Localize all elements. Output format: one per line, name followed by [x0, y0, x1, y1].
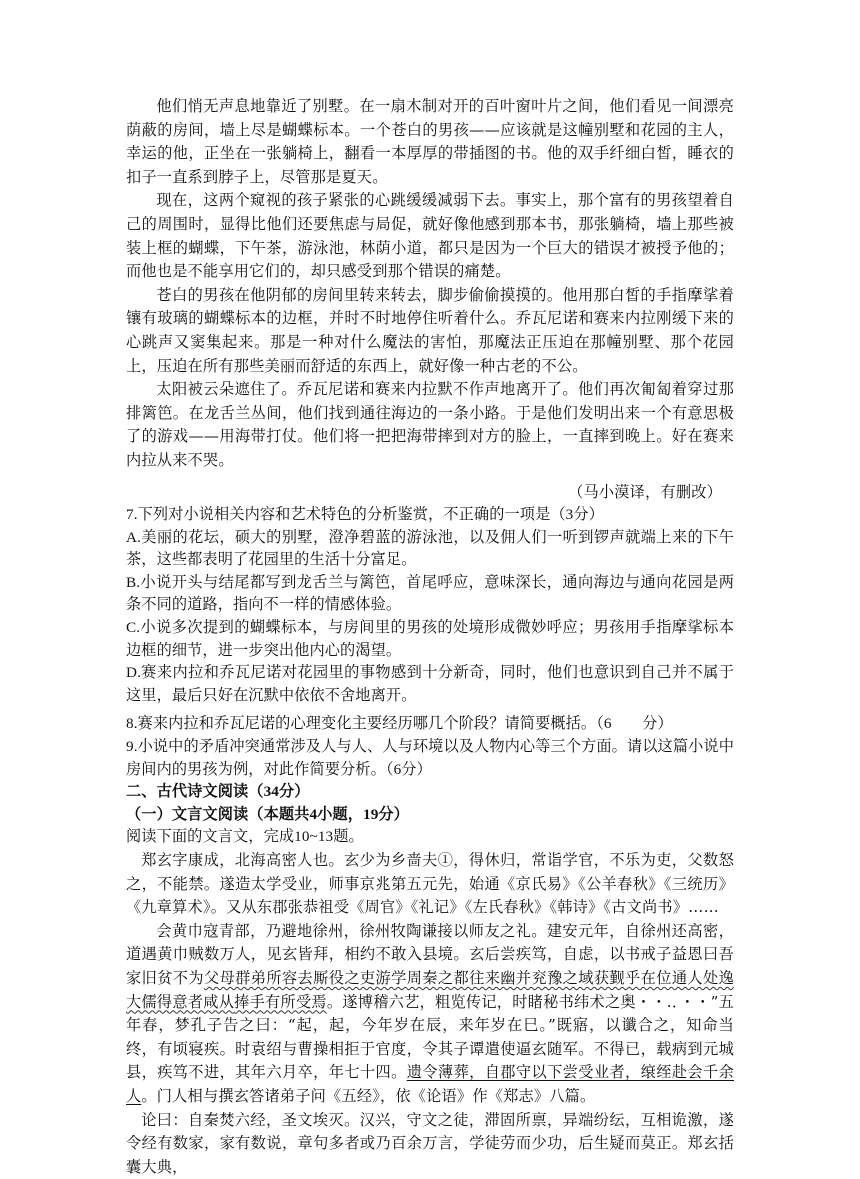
classical-paragraph-3: 论曰：自秦焚六经，圣文埃灭。汉兴，守文之徒，滞固所禀，异端纷纭，互相诡激，遂令经有数家，家有数说，章句多者或乃百余万言，学徒劳而少功，后生疑而莫正。郑玄括囊大典，	[126, 1110, 734, 1176]
q8: 8.赛来内拉和乔瓦尼诺的心理变化主要经历哪几个阶段？请简要概括。（6 分）	[126, 715, 673, 733]
exam-page	[126, 95, 734, 1179]
story-paragraph-1: 他们悄无声息地靠近了别墅。在一扇木制对开的百叶窗叶片之间，他们看见一间漂亮荫蔽的房间，墙上尽是蝴蝶标本。一个苍白的男孩——应该就是这幢别墅和花园的主人，幸运的他，正坐在一张躺椅上，翻看一本厚厚的带插图的书。他的双手纤细白皙，睡衣的扣子一直系到脖子上，尽管那是夏天。	[126, 97, 734, 186]
story-paragraph-3: 苍白的男孩在他阴郁的房间里转来转去，脚步偷偷摸摸的。他用那白皙的手指摩挲着镶有玻璃的蝴蝶标本的边框，并时不时地停住听着什么。乔瓦尼诺和赛来内拉刚缓下来的心跳声又窦集起来。那是一种对什么魔法的害怕，那魔法正压迫在那幢别墅、那个花园上，压迫在所有那些美丽而舒适的东西上，就好像一种古老的不公。	[126, 285, 734, 375]
q7-option-b: B.小说开头与结尾都写到龙舌兰与篱笆，首尾呼应，意味深长，通向海边与通向花园是两条不同的道路，指向不一样的情感体验。	[126, 573, 734, 614]
classical-paragraph-1: 郑玄字康成，北海高密人也。玄少为乡啬夫①，得休归，常诣学官，不乐为吏，父数怒之，不能禁。遂造太学受业，师事京兆第五元先，始通《京氏易》《公羊春秋》《三统历》《九章算术》。又从东郡张恭祖受《周官》《礼记》《左氏春秋》《韩诗》《古文尚书》……	[126, 851, 734, 917]
q7-option-d: D.赛来内拉和乔瓦尼诺对花园里的事物感到十分新奇，同时，他们也意识到自己并不属于这里，最后只好在沉默中依依不舍地离开。	[126, 664, 734, 704]
story-paragraph-4: 太阳被云朵遮住了。乔瓦尼诺和赛来内拉默不作声地离开了。他们再次匍匐着穿过那排篱笆。在龙舌兰丛间，他们找到通往海边的一条小路。于是他们发明出来一个有意思极了的游戏——用海带打仗。他们将一把把海带摔到对方的脸上，一直摔到晚上。好在赛来内拉从来不哭。	[126, 380, 734, 469]
subsection-title: （一）文言文阅读（本题共4小题，19分）	[126, 805, 409, 823]
passage-text: 会黄巾寇青部，乃避地徐州，徐州牧陶谦接以师友之礼。建安元年，自徐州还高密，道遇黄巾贼数万人，见玄皆拜，相约不敢入县境。玄后尝疾笃，自虑，以书戒子益恩曰吾家旧贫不为	[126, 921, 734, 987]
q7-stem: 7.下列对小说相关内容和艺术特色的分析鉴赏，不正确的一项是（3分）	[126, 506, 604, 524]
passage-text-2: 。遂博稽六艺，粗览传记，时睹秘书纬术之奥・・.．・・”五年春，梦孔子告之曰：“起，起，今年岁在辰，来年岁在巳。”既寤，以谶合之，知命当终，有顷寝疾。时袁绍与曹操相拒于官度，令其子谭遣使逼玄随军。不得已，载病到元城县，疾笃不进，其年六月卒，年七十四。	[126, 992, 735, 1082]
section-title: 二、古代诗文阅读（34分）	[126, 783, 310, 801]
wavy-underlined-text: 父母群弟所容去厮役之吏游学周秦之都往来幽并兖豫之域获觐乎在位通人处逸大儒得意者咸从	[126, 968, 734, 1011]
story-source: （马小漠译，有删改）	[568, 482, 722, 501]
classical-paragraph-2	[126, 920, 734, 1109]
story-paragraph-2: 现在，这两个窥视的孩子紧张的心跳缓缓减弱下去。事实上，那个富有的男孩望着自己的周围时，显得比他们还要焦虑与局促，就好像他感到那本书，那张躺椅，墙上那些被装上框的蝴蝶，下午茶，游泳池，林荫小道，都只是因为一个巨大的错误才被授予他的；而他也是不能享用它们的，却只感受到那个错误的痛楚。	[126, 191, 734, 281]
q9: 9.小说中的矛盾冲突通常涉及人与人、人与环境以及人物内心等三个方面。请以这篇小说中房间内的男孩为例，对此作简要分析。（6分）	[126, 738, 734, 778]
wavy-underlined-text-end: 捧手有所受焉	[234, 992, 327, 1011]
underlined-sentence: 遗令薄葬，自郡守以下尝受业者，缞绖赴会千余人	[126, 1063, 735, 1105]
passage-text-3: 。门人相与撰玄答诸弟子问《五经》，依《论语》作《郑志》八篇。	[141, 1086, 596, 1105]
q7-option-c: C.小说多次提到的蝴蝶标本，与房间里的男孩的处境形成微妙呼应；男孩用手指摩挲标本边框的细节，进一步突出他内心的渴望。	[126, 619, 734, 659]
section-instruction: 阅读下面的文言文，完成10~13题。	[126, 828, 364, 846]
q7-option-a: A.美丽的花坛，硕大的别墅，澄净碧蓝的游泳池，以及佣人们一听到锣声就端上来的下午茶，这些都表明了花园里的生活十分富足。	[126, 528, 734, 569]
